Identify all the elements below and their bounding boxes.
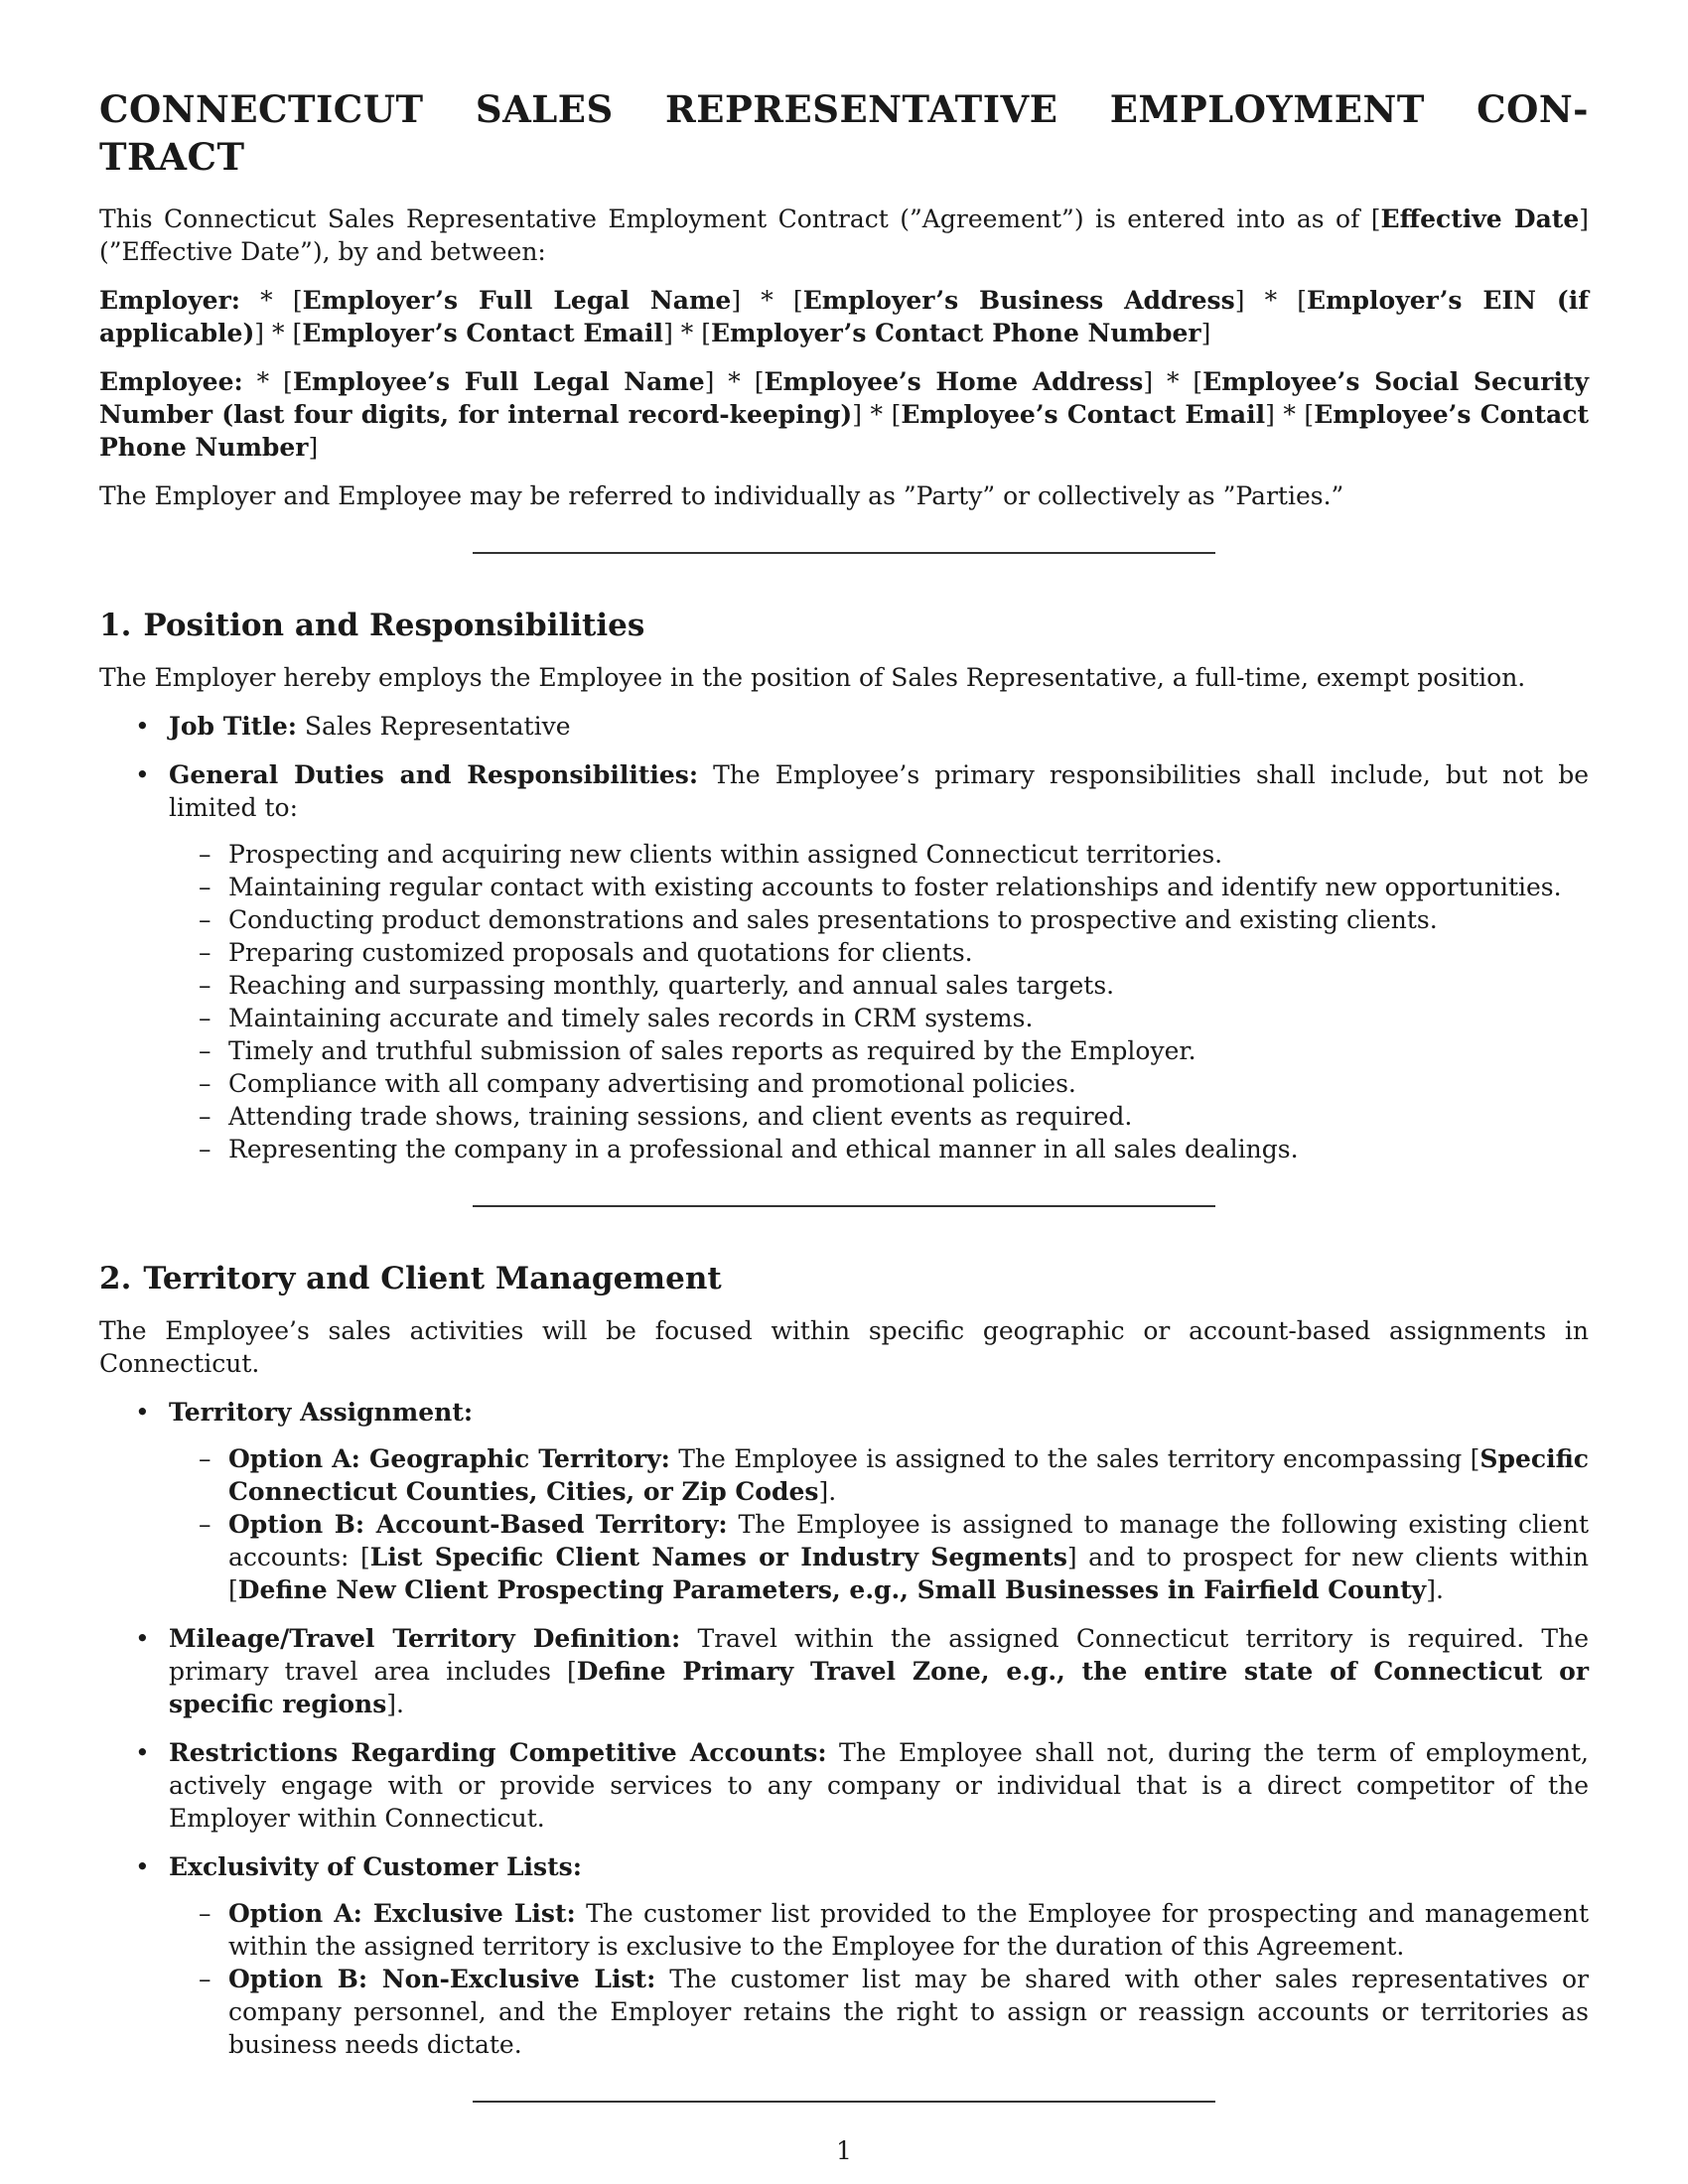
duty-text: Preparing customized proposals and quotations for clients. bbox=[228, 938, 973, 967]
section-number: 2. bbox=[99, 1261, 132, 1297]
section-2-heading bbox=[99, 1259, 1589, 1298]
duty-item bbox=[169, 1002, 1589, 1034]
bullet-icon: • bbox=[135, 760, 150, 789]
duty-text: Reaching and surpassing monthly, quarterly, and annual sales targets. bbox=[228, 971, 1115, 1000]
page-number: 1 bbox=[836, 2136, 852, 2165]
section-2-list bbox=[99, 1396, 1589, 2061]
list-item-territory bbox=[99, 1396, 1589, 1606]
option-label: Option A: Geographic Territory: bbox=[228, 1444, 670, 1473]
section-1-intro: The Employer hereby employs the Employee in the position of Sales Representative, a full-time, exempt position. bbox=[99, 663, 1526, 692]
list-item-job-title bbox=[99, 710, 1589, 743]
item-text: Sales Representative bbox=[296, 712, 571, 741]
item-label: General Duties and Responsibilities: bbox=[169, 760, 699, 789]
dash-icon: – bbox=[199, 1899, 211, 1928]
duty-item bbox=[169, 1133, 1589, 1165]
employee-address-placeholder: Employee’s Home Address bbox=[764, 367, 1144, 396]
dash-icon: – bbox=[199, 873, 211, 901]
item-suffix: ] bbox=[704, 367, 715, 396]
item-suffix: ] bbox=[1143, 367, 1154, 396]
item-label: Exclusivity of Customer Lists: bbox=[169, 1852, 582, 1881]
travel-zone-placeholder: Define Primary Travel Zone, e.g., the entire state of Connecticut or specific regions bbox=[169, 1657, 1589, 1718]
item-suffix: ] bbox=[1234, 286, 1245, 315]
item-suffix: ] bbox=[254, 319, 265, 347]
title-word: REPRESENTATIVE bbox=[665, 87, 1058, 131]
item-suffix: ] bbox=[308, 433, 319, 462]
duty-text: Maintaining regular contact with existing accounts to foster relationships and identify new opportunities. bbox=[228, 873, 1562, 901]
item-label: Restrictions Regarding Competitive Accounts: bbox=[169, 1738, 827, 1767]
title-word: CON- bbox=[1477, 87, 1589, 131]
employer-ein-placeholder: Employer’s EIN (if applicable) bbox=[99, 286, 1590, 347]
item-prefix: * [ bbox=[741, 286, 803, 315]
section-title: Territory and Client Management bbox=[143, 1261, 722, 1297]
option-b-non-exclusive bbox=[169, 1963, 1589, 2061]
section-1-heading bbox=[99, 606, 1589, 645]
duty-text: Representing the company in a professional and ethical manner in all sales dealings. bbox=[228, 1135, 1299, 1163]
item-suffix: ] bbox=[663, 319, 673, 347]
employer-block bbox=[99, 284, 1589, 349]
section-divider bbox=[473, 552, 1215, 554]
option-text: The customer list may be shared with other sales representatives or company personnel, and the Employer retains the right to assign or reassign accounts or territories as business needs dictate. bbox=[228, 1965, 1589, 2059]
effective-date-placeholder: Effective Date bbox=[1380, 205, 1580, 233]
option-text: The Employee is assigned to manage the following existing client accounts: [ bbox=[228, 1510, 1589, 1571]
item-suffix: ] bbox=[731, 286, 742, 315]
option-label: Option B: Non-Exclusive List: bbox=[228, 1965, 656, 1993]
dash-icon: – bbox=[199, 971, 211, 1000]
item-label: Mileage/Travel Territory Definition: bbox=[169, 1624, 681, 1653]
list-item-mileage bbox=[99, 1622, 1589, 1720]
duty-item bbox=[169, 936, 1589, 969]
dash-icon: – bbox=[199, 1444, 211, 1473]
duty-item bbox=[169, 1100, 1589, 1133]
territory-placeholder: Specific Connecticut Counties, Cities, or Zip Codes bbox=[228, 1444, 1589, 1506]
employer-phone-placeholder: Employer’s Contact Phone Number bbox=[710, 319, 1201, 347]
employee-phone-placeholder: Employee’s Contact Phone Number bbox=[99, 400, 1590, 462]
section-divider bbox=[473, 1205, 1215, 1207]
duty-text: Conducting product demonstrations and sales presentations to prospective and existing clients. bbox=[228, 905, 1438, 934]
option-b-account-based bbox=[169, 1508, 1589, 1606]
option-text: The Employee is assigned to the sales territory encompassing [ bbox=[669, 1444, 1480, 1473]
client-names-placeholder: List Specific Client Names or Industry Segments bbox=[369, 1543, 1067, 1571]
item-text: Travel within the assigned Connecticut territory is required. The primary travel area includes [ bbox=[169, 1624, 1589, 1686]
document-content bbox=[99, 85, 1589, 2103]
title-word: SALES bbox=[475, 87, 614, 131]
item-prefix: * [ bbox=[240, 286, 303, 315]
parties-definition: The Employer and Employee may be referred to individually as ”Party” or collectively as ”Parties.” bbox=[99, 481, 1344, 510]
document-title bbox=[99, 85, 1589, 181]
dash-icon: – bbox=[199, 1510, 211, 1539]
bullet-icon: • bbox=[135, 1738, 150, 1767]
employer-address-placeholder: Employer’s Business Address bbox=[802, 286, 1235, 315]
duties-list bbox=[169, 838, 1589, 1165]
bullet-icon: • bbox=[135, 1624, 150, 1653]
employer-name-placeholder: Employer’s Full Legal Name bbox=[302, 286, 732, 315]
section-1-list bbox=[99, 710, 1589, 1165]
employer-label: Employer: bbox=[99, 286, 240, 315]
exclusivity-options bbox=[169, 1897, 1589, 2061]
bullet-icon: • bbox=[135, 712, 150, 741]
duty-item bbox=[169, 871, 1589, 903]
duty-text: Attending trade shows, training sessions, and client events as required. bbox=[228, 1102, 1133, 1131]
item-prefix: * [ bbox=[862, 400, 902, 429]
duty-item bbox=[169, 903, 1589, 936]
title-word: CONNECTICUT bbox=[99, 87, 424, 131]
bullet-icon: • bbox=[135, 1398, 150, 1427]
dash-icon: – bbox=[199, 1135, 211, 1163]
dash-icon: – bbox=[199, 1965, 211, 1993]
intro-text: This Connecticut Sales Representative Employment Contract (”Agreement”) is entered into as of [ bbox=[99, 205, 1381, 233]
duty-text: Prospecting and acquiring new clients within assigned Connecticut territories. bbox=[228, 840, 1223, 869]
bullet-icon: • bbox=[135, 1852, 150, 1881]
option-a-exclusive bbox=[169, 1897, 1589, 1963]
duty-text: Compliance with all company advertising and promotional policies. bbox=[228, 1069, 1076, 1098]
section-divider bbox=[473, 2101, 1215, 2103]
item-suffix: ] bbox=[1265, 400, 1275, 429]
list-item-duties bbox=[99, 758, 1589, 1165]
employee-block bbox=[99, 365, 1589, 464]
territory-options bbox=[169, 1442, 1589, 1606]
intro-paragraph bbox=[99, 203, 1589, 268]
duty-item bbox=[169, 1034, 1589, 1067]
item-prefix: * [ bbox=[1274, 400, 1315, 429]
item-prefix: * [ bbox=[242, 367, 293, 396]
item-prefix: * [ bbox=[1153, 367, 1203, 396]
duty-item bbox=[169, 838, 1589, 871]
item-suffix: ] bbox=[1200, 319, 1211, 347]
employee-label: Employee: bbox=[99, 367, 243, 396]
item-prefix: * [ bbox=[672, 319, 711, 347]
title-word: TRACT bbox=[99, 135, 245, 179]
employee-email-placeholder: Employee’s Contact Email bbox=[901, 400, 1266, 429]
intro-text: ] (”Effective Date”), by and between: bbox=[99, 205, 1590, 266]
option-text: ]. bbox=[1426, 1575, 1444, 1604]
item-text: The Employee’s primary responsibilities shall include, but not be limited to: bbox=[169, 760, 1589, 822]
section-title: Position and Responsibilities bbox=[143, 608, 645, 643]
employee-name-placeholder: Employee’s Full Legal Name bbox=[292, 367, 705, 396]
item-prefix: * [ bbox=[264, 319, 303, 347]
dash-icon: – bbox=[199, 1036, 211, 1065]
employer-email-placeholder: Employer’s Contact Email bbox=[302, 319, 664, 347]
dash-icon: – bbox=[199, 840, 211, 869]
dash-icon: – bbox=[199, 938, 211, 967]
item-text: ]. bbox=[386, 1690, 404, 1718]
duty-text: Maintaining accurate and timely sales records in CRM systems. bbox=[228, 1004, 1034, 1032]
section-2-intro: The Employee’s sales activities will be focused within specific geographic or account-based assignments in Connecticut. bbox=[99, 1316, 1589, 1378]
dash-icon: – bbox=[199, 1004, 211, 1032]
duty-text: Timely and truthful submission of sales reports as required by the Employer. bbox=[228, 1036, 1196, 1065]
dash-icon: – bbox=[199, 1069, 211, 1098]
option-label: Option A: Exclusive List: bbox=[228, 1899, 576, 1928]
item-suffix: ] bbox=[852, 400, 863, 429]
item-label: Territory Assignment: bbox=[169, 1398, 474, 1427]
item-prefix: * [ bbox=[714, 367, 765, 396]
prospecting-placeholder: Define New Client Prospecting Parameters, e.g., Small Businesses in Fairfield County bbox=[237, 1575, 1427, 1604]
title-word: EMPLOYMENT bbox=[1109, 87, 1425, 131]
option-text: ] and to prospect for new clients within [ bbox=[228, 1543, 1589, 1604]
duty-item bbox=[169, 969, 1589, 1002]
dash-icon: – bbox=[199, 905, 211, 934]
list-item-restrictions bbox=[99, 1736, 1589, 1835]
list-item-exclusivity bbox=[99, 1850, 1589, 2061]
option-label: Option B: Account-Based Territory: bbox=[228, 1510, 728, 1539]
option-a-geographic bbox=[169, 1442, 1589, 1508]
option-text: ]. bbox=[818, 1477, 837, 1506]
employee-ssn-placeholder: Employee’s Social Security Number (last four digits, for internal record-keeping) bbox=[99, 367, 1590, 429]
item-prefix: * [ bbox=[1244, 286, 1308, 315]
option-text: The customer list provided to the Employee for prospecting and management within the assigned territory is exclusive to the Employee for the duration of this Agreement. bbox=[228, 1899, 1589, 1961]
dash-icon: – bbox=[199, 1102, 211, 1131]
item-text: The Employee shall not, during the term of employment, actively engage with or provide services to any company or individual that is a direct competitor of the Employer within Connecticut. bbox=[169, 1738, 1589, 1833]
section-number: 1. bbox=[99, 608, 132, 643]
duty-item bbox=[169, 1067, 1589, 1100]
item-label: Job Title: bbox=[169, 712, 297, 741]
